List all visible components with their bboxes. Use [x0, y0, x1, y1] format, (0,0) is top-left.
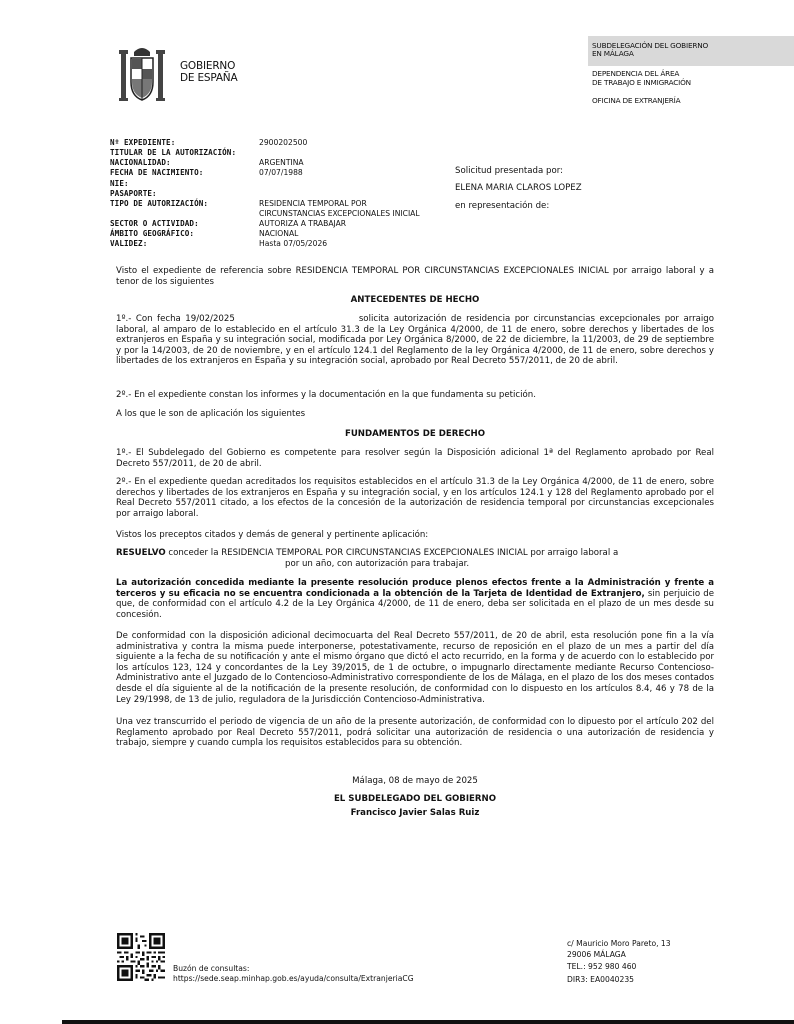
request-name: ELENA MARIA CLAROS LOPEZ	[455, 183, 582, 193]
efectos-bold-text: La autorización concedida mediante la presente resolución produce plenos efectos frente a la Administración y frente a terceros y su eficacia no se encuentra condicionada a la obtención de la Tarjeta de Identidad de Extranjero,	[116, 578, 714, 599]
resuelvo-line	[116, 548, 716, 559]
coat-of-arms-icon	[118, 44, 166, 106]
efectos-text: sin perjuicio de que, de conformidad con el artículo 4.2 de la Ley Orgánica 4/2000, de 11 de enero, deba ser solicitada en el plazo de un mes desde su concesión.	[116, 588, 715, 620]
csv-verification-strip	[62, 1016, 794, 1024]
request-label: Solicitud presentada por:	[455, 166, 563, 176]
consult-link[interactable]: https://sede.seap.minhap.gob.es/ayuda/consulta/ExtranjeriaCG	[173, 974, 414, 983]
section-heading-antecedentes: ANTECEDENTES DE HECHO	[350, 295, 480, 305]
department-line-2: DE TRABAJO E INMIGRACIÓN	[592, 78, 691, 87]
subdelegation-line-1: SUBDELEGACIÓN DEL GOBIERNO	[592, 41, 709, 50]
recurso-paragraph: De conformidad con la disposición adicional decimocuarta del Real Decreto 557/2011, de 20 de abril, esta resolución pone fin a la vía administrativa y contra la misma puede interponerse, potestativamente, recurso de reposición en el plazo de un mes a partir del día siguiente a la fecha de su notificación y ante el mismo órgano que dictó el acto recurrido, en la forma y de acuerdo con lo establecido por los artículos 123, 124 y concordantes de la Ley 39/2015, de 1 de octubre, o impugnarlo directamente mediante Recurso Contencioso-Administrativo ante el Juzgado de lo Contencioso-Administrativo correspondiente de los de Málaga, en el plazo de los dos meses contados desde el día siguiente al de la notificación de la presente resolución, de conformidad con lo dispuesto en los artículos 8.4, 46 y 78 de la Ley 29/1998, de 13 de julio, reguladora de la Jurisdicción Contencioso-Administrativa.	[116, 631, 714, 705]
place-date: Málaga, 08 de mayo de 2025	[352, 776, 478, 786]
fundamento-1: 1º.- El Subdelegado del Gobierno es competente para resolver según la Disposición adicional 1ª del Reglamento aprobado por Real Decreto 557/2011, de 20 de abril.	[116, 448, 714, 469]
field-value-sector: AUTORIZA A TRABAJAR	[259, 219, 347, 228]
intro-paragraph: Visto el expediente de referencia sobre RESIDENCIA TEMPORAL POR CIRCUNSTANCIAS EXCEPCIONALES INICIAL por arraigo laboral y a tenor de los siguientes	[116, 266, 714, 287]
field-label: VALIDEZ:	[110, 239, 148, 248]
antecedente-1-text: solicita autorización de residencia por circunstancias excepcionales por arraigo laboral, al amparo de lo establecido en el artículo 31.3 de la Ley Orgánica 4/2000, de 11 de enero, sobre derechos y libertades de los extranjeros en España y su integración social, modificada por Ley Orgánica 8/2000, de 22 de diciembre, la 11/2003, de 29 de septiembre y por la 14/2003, de 20 de noviembre, y en el artículo 124.1 del Reglamento de la ley Orgánica 4/2000, de 11 de enero, sobre derechos y libertades de los extranjeros en España y su integración social, aprobado por Real Decreto 557/2011, de 20 de abril.	[116, 314, 714, 367]
field-label: SECTOR O ACTIVIDAD:	[110, 219, 199, 228]
gov-line-1: GOBIERNO	[180, 60, 236, 72]
antecedente-1	[116, 314, 714, 367]
field-value-fecha-nacimiento: 07/07/1988	[259, 168, 303, 177]
field-label: Nº EXPEDIENTE:	[110, 138, 176, 147]
government-name	[180, 60, 237, 84]
office-name: OFICINA DE EXTRANJERÍA	[592, 96, 681, 105]
resuelvo-text: conceder la RESIDENCIA TEMPORAL POR CIRCUNSTANCIAS EXCEPCIONALES INICIAL por arraigo laboral a	[168, 548, 619, 558]
gov-line-2: DE ESPAÑA	[180, 72, 238, 84]
field-label: NACIONALIDAD:	[110, 158, 171, 167]
field-label: NIE:	[110, 179, 129, 188]
dir3-code: DIR3: EA0040235	[567, 975, 634, 984]
representation-label: en representación de:	[455, 201, 550, 211]
field-label: PASAPORTE:	[110, 189, 157, 198]
resuelvo-line-2: por un año, con autorización para trabajar.	[285, 559, 470, 569]
applicable-line: A los que le son de aplicación los siguientes	[116, 409, 306, 419]
field-label: TITULAR DE LA AUTORIZACIÓN:	[110, 148, 237, 157]
efectos-paragraph	[116, 578, 714, 620]
consult-label: Buzón de consultas:	[173, 964, 250, 973]
field-value-tipo-autorizacion-cont: CIRCUNSTANCIAS EXCEPCIONALES INICIAL	[259, 209, 420, 218]
field-value-tipo-autorizacion: RESIDENCIA TEMPORAL POR	[259, 199, 367, 208]
address-line-2: 29006 MÁLAGA	[567, 950, 626, 959]
field-value-expediente: 2900202500	[259, 138, 308, 147]
resuelvo-word: RESUELVO	[116, 548, 166, 558]
field-label: TIPO DE AUTORIZACIÓN:	[110, 199, 209, 208]
renovacion-paragraph: Una vez transcurrido el periodo de vigencia de un año de la presente autorización, de conformidad con lo dipuesto por el artículo 202 del Reglamento aprobado por Real Decreto 557/2011, podrá solicitar una autorización de residencia o una autorización de residencia y trabajo, siempre y cuando cumpla los requisitos establecidos para su obtención.	[116, 717, 714, 749]
antecedente-2: 2º.- En el expediente constan los informes y la documentación en la que fundamenta su petición.	[116, 390, 536, 400]
phone-number: TEL.: 952 980 460	[567, 962, 637, 971]
vistos-line: Vistos los preceptos citados y demás de general y pertinente aplicación:	[116, 530, 429, 540]
section-heading-fundamentos: FUNDAMENTOS DE DERECHO	[344, 429, 486, 439]
subdelegation-box	[588, 36, 794, 66]
field-value-validez: Hasta 07/05/2026	[259, 239, 328, 248]
subdelegation-line-2: EN MÁLAGA	[592, 49, 634, 58]
antecedente-1-date: 1º.- Con fecha 19/02/2025	[116, 314, 235, 324]
address-line-1: c/ Mauricio Moro Pareto, 13	[567, 939, 671, 948]
signer-name: Francisco Javier Salas Ruiz	[350, 808, 480, 818]
department-line-1: DEPENDENCIA DEL ÁREA	[592, 69, 680, 78]
field-label: FECHA DE NACIMIENTO:	[110, 168, 204, 177]
field-value-nacionalidad: ARGENTINA	[259, 158, 304, 167]
fundamento-2: 2º.- En el expediente quedan acreditados los requisitos establecidos en el artículo 31.3 de la Ley Orgánica 4/2000, de 11 de enero, sobre derechos y libertades de los extranjeros en España y su integración social, y en los artículos 124.1 y 128 del Reglamento aprobado por el Real Decreto 557/2011 citado, a los efectos de la concesión de la autorización de residencia temporal por circunstancias excepcionales por arraigo laboral.	[116, 477, 714, 519]
signer-role: EL SUBDELEGADO DEL GOBIERNO	[333, 794, 497, 804]
qr-code-icon	[117, 933, 165, 981]
field-label: ÁMBITO GEOGRÁFICO:	[110, 229, 195, 238]
field-value-ambito: NACIONAL	[259, 229, 299, 238]
